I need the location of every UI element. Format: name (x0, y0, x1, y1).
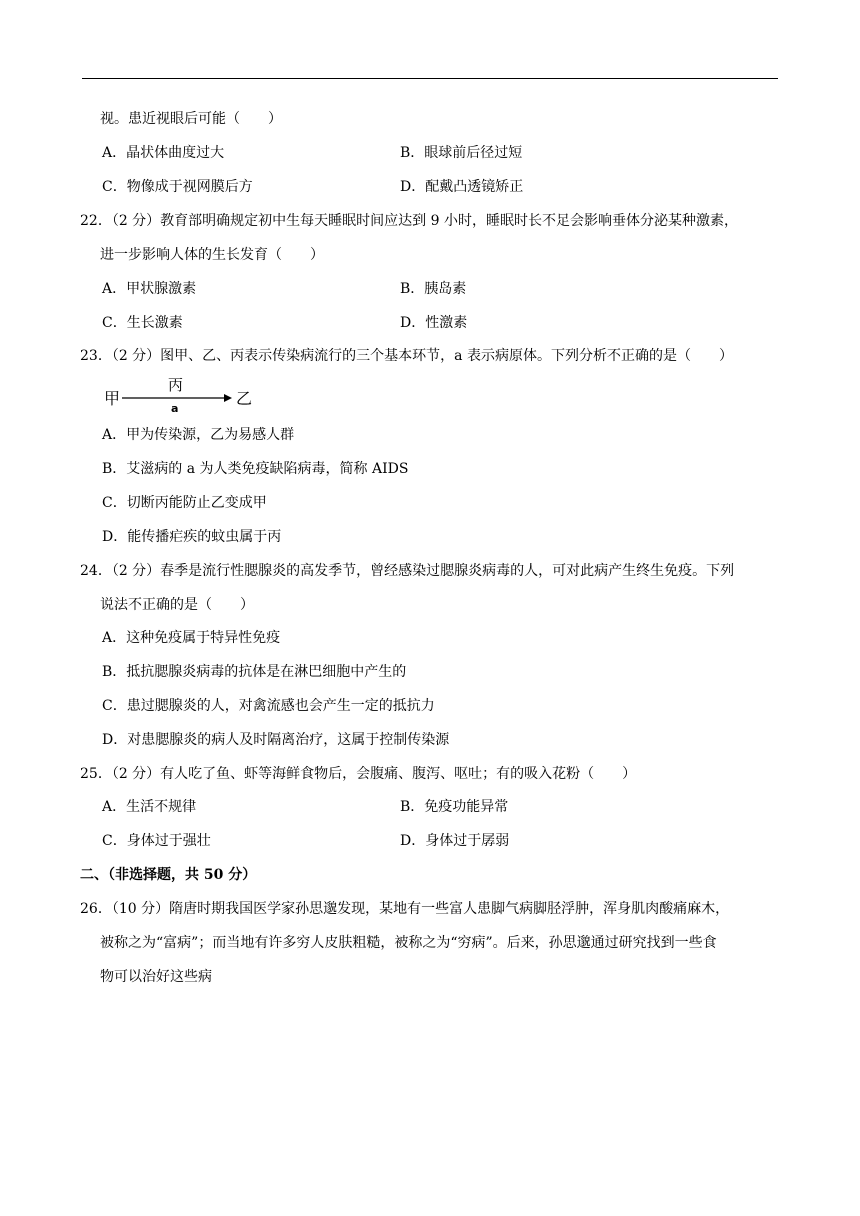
q23-option-b: B．艾滋病的 a 为人类免疫缺陷病毒，简称 AIDS (102, 461, 409, 477)
q25-option-a: A．生活不规律 (102, 799, 197, 815)
diagram-arrow-head (224, 394, 232, 402)
question-26-line-3: 物可以治好这些病 (100, 969, 212, 985)
q25-option-b: B．免疫功能异常 (400, 799, 509, 815)
q24-option-a: A．这种免疫属于特异性免疫 (102, 630, 281, 646)
diagram-label-left: 甲 (104, 389, 121, 408)
question-24: 24．（2 分）春季是流行性腮腺炎的高发季节，曾经感染过腮腺炎病毒的人，可对此病产生终生免疫。下列 (80, 563, 735, 579)
option-d: D．配戴凸透镜矫正 (400, 179, 524, 195)
q22-option-c: C．生长激素 (102, 315, 183, 331)
q23-option-c: C．切断丙能防止乙变成甲 (102, 495, 267, 511)
q24-option-b: B．抵抗腮腺炎病毒的抗体是在淋巴细胞中产生的 (102, 664, 407, 680)
question-23: 23．（2 分）图甲、乙、丙表示传染病流行的三个基本环节，a 表示病原体。下列分析不正确的是（ ） (80, 348, 733, 364)
question-26: 26．（10 分）隋唐时期我国医学家孙思邈发现，某地有一些富人患脚气病脚胫浮肿，浑身肌肉酸痛麻木， (80, 901, 730, 917)
question-22-continuation: 进一步影响人体的生长发育（ ） (100, 247, 324, 263)
q24-option-c: C．患过腮腺炎的人，对禽流感也会产生一定的抵抗力 (102, 698, 435, 714)
header-rule (82, 78, 778, 79)
question-22: 22．（2 分）教育部明确规定初中生每天睡眠时间应达到 9 小时，睡眠时长不足会影响垂体分泌某种激素， (80, 213, 738, 229)
transmission-diagram (100, 372, 270, 412)
diagram-label-top: 丙 (168, 376, 184, 394)
q24-option-d: D．对患腮腺炎的病人及时隔离治疗，这属于控制传染源 (102, 732, 450, 748)
question-24-continuation: 说法不正确的是（ ） (100, 597, 254, 613)
option-c: C．物像成于视网膜后方 (102, 179, 253, 195)
q23-option-d: D．能传播疟疾的蚊虫属于丙 (102, 529, 282, 545)
q22-option-d: D．性激素 (400, 315, 468, 331)
question-25: 25．（2 分）有人吃了鱼、虾等海鲜食物后，会腹痛、腹泻、呕吐；有的吸入花粉（ ） (80, 766, 637, 782)
q23-option-a: A．甲为传染源，乙为易感人群 (102, 427, 295, 443)
q22-option-a: A．甲状腺激素 (102, 281, 197, 297)
question-26-line-2: 被称之为“富病”；而当地有许多穷人皮肤粗糙，被称之为“穷病”。后来，孙思邈通过研究找到一些食 (100, 935, 717, 951)
diagram-label-right: 乙 (236, 389, 253, 408)
section-heading: 二、（非选择题，共 50 分） (80, 867, 257, 883)
q22-option-b: B．胰岛素 (400, 281, 467, 297)
q25-option-d: D．身体过于孱弱 (400, 833, 510, 849)
diagram-label-bottom: a (171, 402, 179, 412)
option-a: A．晶状体曲度过大 (102, 145, 225, 161)
question-continuation: 视。患近视眼后可能（ ） (100, 111, 282, 127)
q25-option-c: C．身体过于强壮 (102, 833, 211, 849)
option-b: B．眼球前后径过短 (400, 145, 523, 161)
